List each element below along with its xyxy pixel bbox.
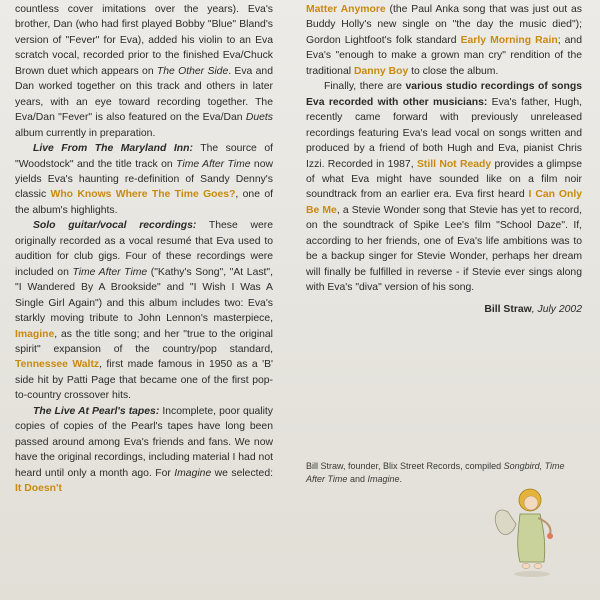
paragraph-maryland-inn [15, 141, 273, 218]
section-lead: various studio recordings of songs Eva recorded with other musicians: [306, 81, 582, 108]
author-name: Bill Straw [484, 303, 532, 315]
text-run: . [399, 474, 403, 484]
section-lead: The Live At Pearl's tapes: [33, 405, 160, 417]
text-run: now yields Eva's haunting re-definition of Sandy Denny's classic [15, 158, 273, 201]
section-lead: Solo guitar/vocal recordings: [33, 220, 197, 232]
text-run: ("Kathy's Song", "At Last", "I Wandered By A Brookside" and "I Wish I Was A Single Girl Again") and this album includes two: Eva's starkly moving tribute to John Lennon's masterpiece, [15, 266, 274, 325]
signature-date: , July 2002 [531, 303, 582, 315]
text-run: album currently in preparation. [15, 127, 156, 139]
text-run: ; and Eva's "enough to make a grown man cry" rendition of the traditional [306, 34, 582, 77]
paragraph-pearls-tapes [15, 404, 273, 497]
album-title-duets: Duets [245, 112, 273, 124]
text-run: , one of the album's highlights. [15, 189, 273, 216]
song-title-danny-boy: Danny Boy [353, 65, 409, 77]
text-run: , as the title song; and her "true to the original spirit" expansion of the country/pop standard, [15, 328, 273, 355]
song-title-i-can-only-be-me: I Can Only Be Me [306, 189, 582, 216]
text-run: to close the album. [408, 65, 499, 77]
angel-figure-icon [490, 482, 570, 582]
section-lead: Live From [33, 143, 95, 155]
text-run: Incomplete, poor quality copies of copies of the Pearl's tapes have long been passed around among Eva's friends and fans. We now have the original recordings, including material I had not heard until only a month ago. For [15, 405, 273, 479]
paragraph-song-list [306, 2, 582, 79]
album-title-the-other-side: The Other Side [156, 65, 229, 77]
text-run: These were originally recorded as a vocal resumé that Eva used to audition for club gigs. Four of these recordings were included on [15, 220, 273, 278]
album-title: Imagine [174, 467, 212, 479]
song-title-matter-anymore: Matter Anymore [306, 4, 386, 15]
song-title-early-morning-rain: Early Morning Rain [460, 34, 558, 46]
text-run: provides a glimpse of what Eva might have sounded like on a film noir soundtrack from an earlier era. Eva first heard [306, 158, 582, 201]
song-title-tennessee-waltz: Tennessee Waltz [15, 359, 100, 371]
text-run: , first made famous in 1950 as a 'B' side hit by Patti Page that became one of the first pop-to-country crossover hits. [15, 359, 273, 402]
album-title: Time After Time [176, 158, 251, 170]
song-title-who-knows: Who Knows Where The Time Goes? [50, 189, 236, 201]
section-lead: The Maryland Inn: [94, 143, 193, 155]
text-run: Finally, there are [324, 81, 406, 93]
text-run: , a Stevie Wonder song that Stevie has yet to record, on the soundtrack of Spike Lee's film "School Daze". If, according to her friends, one of Eva's life ambitions was to be a backup singer for Stevie Wonder, perhaps her dream will finally be fulfilled in reverse - if Stevie ever sings along with Eva's "diva" version of his song. [306, 204, 582, 294]
text-run: (the Paul Anka song that was just out as Buddy Holly's new single on "the day the music died"); Gordon Lightfoot's folk standard [306, 4, 582, 46]
right-text-column [306, 2, 582, 317]
album-title: Imagine [367, 474, 400, 484]
text-run: The source of "Woodstock" and the title track on [15, 143, 274, 170]
text-run: . Eva and Dan worked together on this track and others in later years, with an eye toward recording together. The Eva/Dan "Fever" is also featured on the Eva/Dan [15, 65, 273, 124]
song-title-it-doesnt: It Doesn't [15, 483, 62, 495]
album-titles: Songbird, Time After Time [306, 461, 565, 484]
text-run: Bill Straw, founder, Blix Street Records, compiled [306, 461, 504, 471]
left-text-column [15, 2, 273, 497]
text-run: Eva's father, Hugh, recently came forward with previously unreleased recordings featuring Eva's lead vocal on songs written and produced by a friend of both Hugh and Eva, pianist Chris Izzi. Recorded in 1987, [306, 96, 582, 170]
text-run: and [347, 474, 368, 484]
song-title-still-not-ready: Still Not Ready [416, 158, 492, 170]
author-signature [306, 302, 582, 317]
paragraph-studio-recordings [306, 79, 582, 295]
song-title-imagine: Imagine [15, 328, 55, 340]
paragraph-fever [15, 2, 273, 141]
text-run: we selected: [211, 467, 273, 479]
paragraph-solo-recordings [15, 218, 273, 403]
text-run: countless cover imitations over the years). Eva's brother, Dan (who had first played Bobby "Blue" Bland's version of "Fever" for Eva), added his violin to an Eva scratch vocal, recorded prior to the finished Eva/Chuck Brown duet which appears on [15, 4, 273, 77]
album-title: Time After Time [72, 266, 148, 278]
